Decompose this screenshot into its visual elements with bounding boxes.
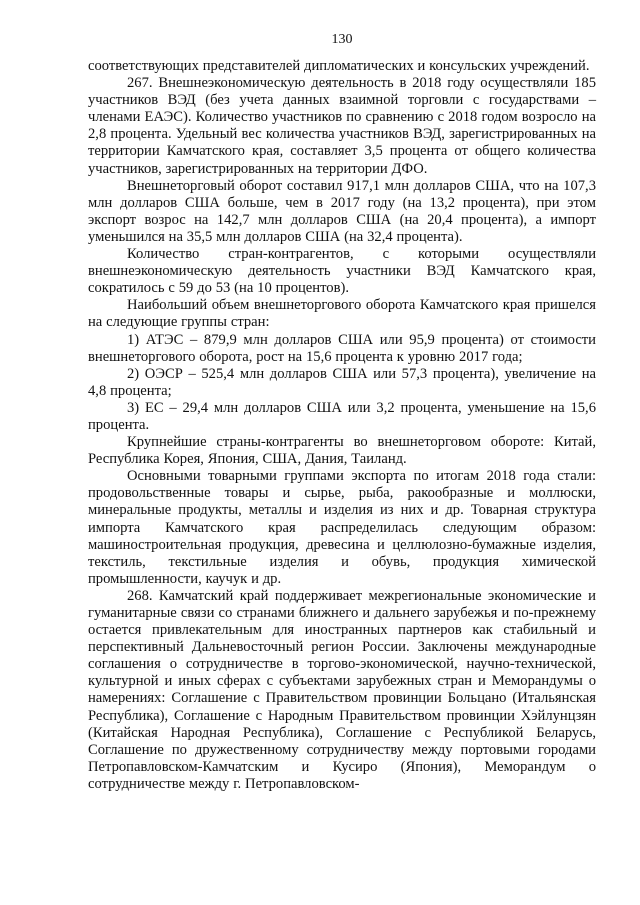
paragraph: соответствующих представителей дипломатических и консульских учреждений. <box>88 58 590 74</box>
document-body <box>88 58 596 793</box>
paragraph: Внешнеторговый оборот составил 917,1 млн долларов США, что на 107,3 млн долларов США больше, чем в 2017 году (на 13,2 процента), при этом экспорт возрос на 142,7 млн долларов США (на 20,4 процента), а импорт уменьшился на 35,5 млн долларов США (на 32,4 процента). <box>88 177 596 245</box>
page-number: 130 <box>331 32 353 47</box>
paragraph: Количество стран-контрагентов, с которыми осуществляли внешнеэкономическую деятельность участники ВЭД Камчатского края, сократилось с 59 до 53 (на 10 процентов). <box>88 246 596 297</box>
paragraph: 1) АТЭС – 879,9 млн долларов США или 95,9 процента) от стоимости внешнеторгового оборота, рост на 15,6 процента к уровню 2017 года; <box>88 331 596 365</box>
document-page <box>88 0 596 793</box>
paragraph: 267. Внешнеэкономическую деятельность в 2018 году осуществляли 185 участников ВЭД (без учета данных взаимной торговли с государствами – членами ЕАЭС). Количество участников по сравнению с 2018 годом возросло на 2,8 процента. Удельный вес количества участников ВЭД, зарегистрированных на территории Камчатского края, составляет 3,5 процента от общего количества участников, зарегистрированных на территории ДФО. <box>88 75 596 177</box>
paragraph: 268. Камчатский край поддерживает межрегиональные экономические и гуманитарные связи со странами ближнего и дальнего зарубежья и по-прежнему остается привлекательным для иностранных партнеров как стабильный и перспективный Дальневосточный регион России. Заключены международные соглашения о сотрудничестве в торгово-экономической, научно-технической, культурной и иных сферах с субъектами зарубежных стран и Меморандумы о намерениях: Соглашение с Правительством провинции Больцано (Итальянская Республика), Соглашение с Народным Правительством провинции Хэйлунцзян (Китайская Народная Республика), Соглашение с Республикой Беларусь, Соглашение по дружественному сотрудничеству между портовыми городами Петропавловском-Камчатским и Кусиро (Япония), Меморандум о сотрудничестве между г. Петропавловском- <box>88 587 596 792</box>
paragraph: Основными товарными группами экспорта по итогам 2018 года стали: продовольственные товары и сырье, рыба, ракообразные и моллюски, минеральные продукты, металлы и изделия из них и др. Товарная структура импорта Камчатского края распределилась следующим образом: машиностроительная продукция, древесина и целлюлозно-бумажные изделия, текстиль, текстильные изделия и обувь, продукция химической промышленности, каучук и др. <box>88 468 596 587</box>
paragraph: 3) ЕС – 29,4 млн долларов США или 3,2 процента, уменьшение на 15,6 процента. <box>88 399 596 433</box>
paragraph: Крупнейшие страны-контрагенты во внешнеторговом обороте: Китай, Республика Корея, Япония, США, Дания, Таиланд. <box>88 434 596 468</box>
paragraph: 2) ОЭСР – 525,4 млн долларов США или 57,3 процента), увеличение на 4,8 процента; <box>88 365 596 399</box>
paragraph: Наибольший объем внешнеторгового оборота Камчатского края пришелся на следующие группы стран: <box>88 297 596 331</box>
